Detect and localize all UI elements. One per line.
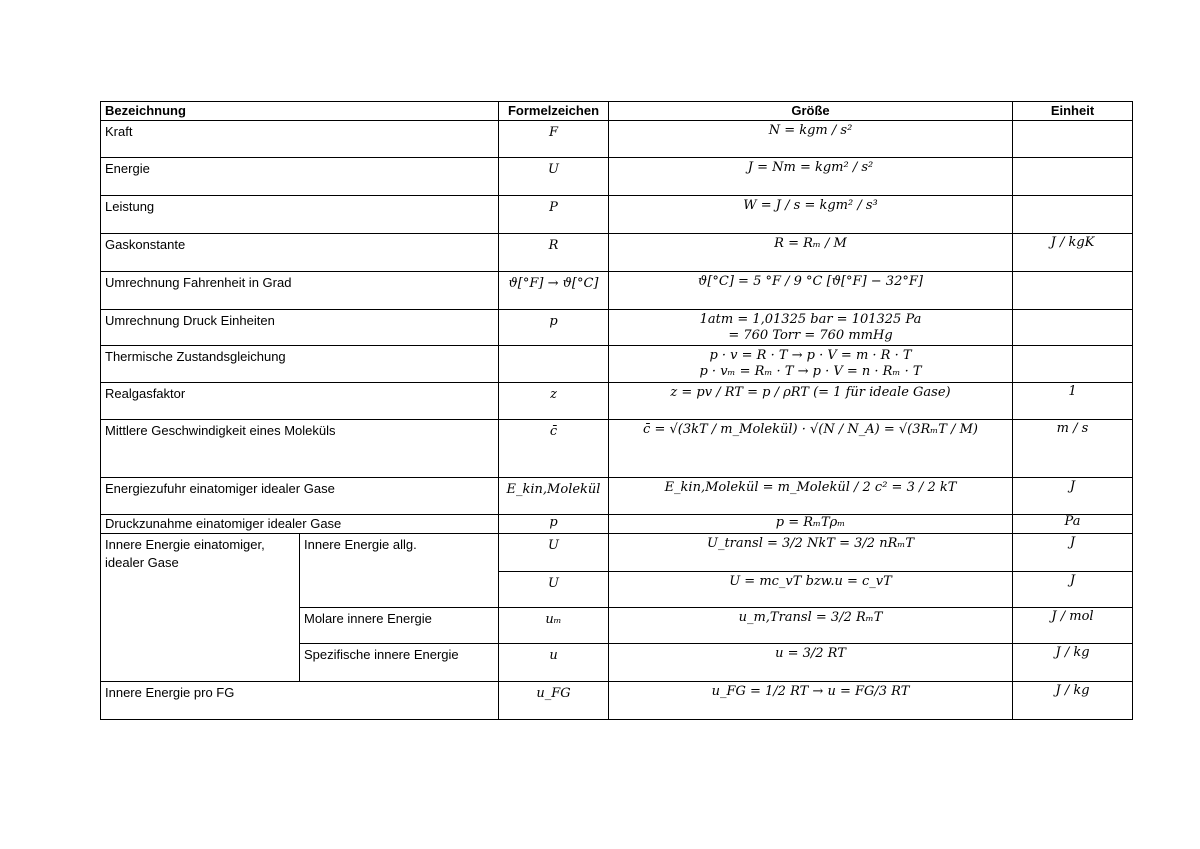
row-unit: 1	[1013, 383, 1133, 420]
row-name: Druckzunahme einatomiger idealer Gase	[101, 515, 499, 534]
row-unit	[1013, 121, 1133, 158]
formula-line: 1atm = 1,01325 bar = 101325 Pa	[699, 312, 922, 327]
row-name: Energiezufuhr einatomiger idealer Gase	[101, 478, 499, 515]
row-unit: Pa	[1013, 515, 1133, 534]
row-formula	[609, 272, 1013, 310]
subrow-name: Spezifische innere Energie	[300, 644, 499, 682]
table-row	[101, 515, 1133, 534]
table-row	[101, 383, 1133, 420]
table-row	[101, 478, 1133, 515]
formula-line: u_m,Transl = 3/2 RₘT	[738, 610, 883, 625]
row-name: Innere Energie pro FG	[101, 682, 499, 720]
row-symbol: U	[499, 572, 609, 608]
header-name: Bezeichnung	[101, 102, 499, 121]
row-formula	[609, 234, 1013, 272]
table-body	[101, 121, 1133, 720]
formula-line: U_transl = 3/2 NkT = 3/2 nRₘT	[707, 536, 914, 551]
table-row	[101, 234, 1133, 272]
subrow-name: Innere Energie allg.	[300, 534, 499, 608]
formula-line: p · v = R · T → p · V = m · R · T	[709, 348, 912, 363]
row-unit: J / kgK	[1013, 234, 1133, 272]
row-unit: m / s	[1013, 420, 1133, 478]
row-unit	[1013, 272, 1133, 310]
row-symbol: u	[499, 644, 609, 682]
formula-line: = 760 Torr = 760 mmHg	[728, 328, 893, 343]
row-symbol: c̄	[499, 420, 609, 478]
row-formula	[609, 196, 1013, 234]
header-quantity: Größe	[609, 102, 1013, 121]
formula-line: N = kgm / s²	[768, 123, 853, 138]
row-symbol: R	[499, 234, 609, 272]
row-formula	[609, 478, 1013, 515]
header-row	[101, 102, 1133, 121]
row-symbol: ϑ[°F] → ϑ[°C]	[499, 272, 609, 310]
row-formula	[609, 383, 1013, 420]
row-unit: J	[1013, 478, 1133, 515]
row-name: Energie	[101, 158, 499, 196]
formula-line: u_FG = 1/2 RT → u = FG/3 RT	[711, 684, 910, 699]
row-name: Leistung	[101, 196, 499, 234]
row-formula	[609, 346, 1013, 383]
row-name: Realgasfaktor	[101, 383, 499, 420]
group-name: Innere Energie einatomiger, idealer Gase	[101, 534, 300, 682]
formula-line: W = J / s = kgm² / s³	[743, 198, 878, 213]
row-formula	[609, 608, 1013, 644]
row-symbol: p	[499, 310, 609, 346]
row-name: Umrechnung Fahrenheit in Grad	[101, 272, 499, 310]
formula-line: ϑ[°C] = 5 °F / 9 °C [ϑ[°F] − 32°F]	[698, 274, 923, 289]
row-symbol: E_kin,Molekül	[499, 478, 609, 515]
formula-line: z = pv / RT = p / ρRT (= 1 für ideale Gase)	[670, 385, 951, 400]
row-name: Thermische Zustandsgleichung	[101, 346, 499, 383]
formula-line: E_kin,Molekül = m_Molekül / 2 c² = 3 / 2 kT	[664, 480, 957, 495]
table-row	[101, 196, 1133, 234]
row-formula	[609, 158, 1013, 196]
subrow-name: Molare innere Energie	[300, 608, 499, 644]
header-symbol: Formelzeichen	[499, 102, 609, 121]
row-unit: J / mol	[1013, 608, 1133, 644]
row-formula	[609, 515, 1013, 534]
row-unit	[1013, 158, 1133, 196]
formula-sheet	[100, 101, 1133, 720]
table-row	[101, 346, 1133, 383]
row-unit	[1013, 310, 1133, 346]
row-symbol: p	[499, 515, 609, 534]
row-unit: J / kg	[1013, 682, 1133, 720]
table-row	[101, 420, 1133, 478]
row-formula	[609, 534, 1013, 572]
row-formula	[609, 310, 1013, 346]
row-formula	[609, 644, 1013, 682]
row-symbol: P	[499, 196, 609, 234]
table-row	[101, 682, 1133, 720]
formula-line: U = mc_vT bzw.u = c_vT	[729, 574, 892, 589]
formula-line: p = RₘTρₘ	[775, 515, 846, 530]
row-unit	[1013, 346, 1133, 383]
table-row	[101, 121, 1133, 158]
row-symbol: U	[499, 158, 609, 196]
row-formula	[609, 682, 1013, 720]
formula-table	[100, 101, 1133, 720]
formula-line: u = 3/2 RT	[775, 646, 846, 661]
row-symbol: u_FG	[499, 682, 609, 720]
table-row	[101, 310, 1133, 346]
row-symbol: U	[499, 534, 609, 572]
formula-line: R = Rₘ / M	[774, 236, 847, 251]
row-unit	[1013, 196, 1133, 234]
formula-line: c̄ = √(3kT / m_Molekül) · √(N / N_A) = √(3RₘT / M)	[643, 422, 978, 437]
row-name: Kraft	[101, 121, 499, 158]
row-unit: J	[1013, 572, 1133, 608]
row-symbol: z	[499, 383, 609, 420]
table-row	[101, 272, 1133, 310]
row-name: Gaskonstante	[101, 234, 499, 272]
row-formula	[609, 572, 1013, 608]
row-unit: J / kg	[1013, 644, 1133, 682]
header-unit: Einheit	[1013, 102, 1133, 121]
table-row	[101, 158, 1133, 196]
row-name: Mittlere Geschwindigkeit eines Moleküls	[101, 420, 499, 478]
row-name: Umrechnung Druck Einheiten	[101, 310, 499, 346]
table-row	[101, 534, 1133, 572]
formula-line: J = Nm = kgm² / s²	[747, 160, 874, 175]
row-unit: J	[1013, 534, 1133, 572]
row-symbol: F	[499, 121, 609, 158]
row-symbol	[499, 346, 609, 383]
row-formula	[609, 420, 1013, 478]
formula-line: p · vₘ = Rₘ · T → p · V = n · Rₘ · T	[699, 364, 922, 379]
row-formula	[609, 121, 1013, 158]
row-symbol: uₘ	[499, 608, 609, 644]
